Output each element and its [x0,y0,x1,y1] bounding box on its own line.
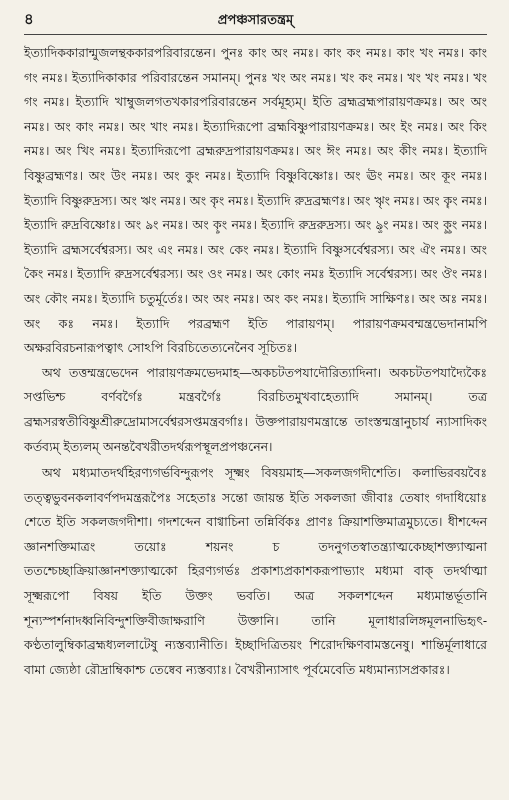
page-number: ৪ [24,10,34,28]
paragraph: অথ তত্তম্মন্ত্রভেদেন পারায়ণক্রমভেদমাহ—অকচটতপযাদৌরিত্যাদিনা। অকচটতপযাদ্যৈকৈঃ সপ্তভিশ্চ বর্ণবর্গৈঃ মন্ত্রবর্গৈঃ বিরচিতমুখবাহেত্যাদি সমানম্। তত্র ব্রহ্মসরস্বতীবিষ্ণুশ্রীরুদ্রোমাসর্বেশ্বরসপ্তমন্ত্রবর্গাঃ। উক্তপারায়ণমন্ত্রান্তে তাংস্তন্মন্ত্রানুচার্য ন্যাসাদিকং কর্তব্যম্ ইত্যলম্ অনন্তবৈখরীতদর্থরূপস্থূলপ্রপঞ্চনেন। [24,364,487,454]
paragraph: অথ মধ্যমাতদর্থহিরণ্যগর্ভবিন্দুরূপং সূক্ষ্মং বিষয়মাহ—সকলজগদীশেতি। কলাভিরবয়বৈঃ তত্ত্বভুবনকলাবর্ণপদমন্ত্ররূপৈঃ সহেতাঃ সন্তো জায়ন্ত ইতি সকলজা জীবাঃ তেষাং গদাধিয়োঃ শেতে ইতি সকলজগদীশা। গদশব্দেন বাগ্বাচিনা তন্নির্বিকঃ প্রাণঃ ক্রিয়াশক্তিমাত্রমুচ্যতে। ধীশব্দেন জ্ঞানশক্তিমাত্রং তয়োঃ শয়নং চ তদনুগতস্বাতন্ত্র্যাত্মকেচ্ছাশক্ত্যাত্মনা ততশ্চেচ্ছাক্রিয়াজ্ঞানশক্ত্যাত্মকো হিরণ্যগর্ভঃ প্রকাশ্যপ্রকাশকরূপাভ্যাং মধ্যমা বাক্ তদর্থাত্মা সূক্ষ্মরূপো বিষয় ইতি উক্তং ভবতি। অত্র সকলশব্দেন মধ্যমান্তর্ভূতানি শূন্যস্পর্শনাদধ্বনিবিন্দুশক্তিবীজাক্ষরাণি উক্তানি। তানি মূলাধারলিঙ্গমূলনাভিহৃৎ-কণ্ঠতালুম্বিকাব্রহ্মধ্যললাটেষু ন্যস্তব্যানীতি। ইচ্ছাদিত্রিতয়ং শিরোদক্ষিণবামস্তনেষু। শান্তির্মূলাধারে বামা জ্যেষ্ঠা রৌদ্রাম্বিকাশ্চ তেষ্বেব ন্যস্তব্যাঃ। বৈখরীন্যাসাৎ পূর্বমেবেতি মধ্যমান্যাসপ্রকারঃ। [24,465,487,677]
page-header [24,8,487,35]
paragraph: ইত্যাদিককারান্মুজলন্থককারপরিবারন্তেন। পুনঃ কাং অং নমঃ। কাং কং নমঃ। কাং খং নমঃ। কাং গং নমঃ। ইত্যাদিকাকার পরিবারন্তেন সমানম্। পুনঃ খং অং নমঃ। খং কং নমঃ। খং খং নমঃ। খং গং নমঃ। ইত্যাদি খাম্বুজলগতখকারপরিবারন্তেন সর্বমূহ্যম্। ইতি ব্রহ্মব্রহ্মপারায়ণক্রমঃ। অং অং নমঃ। অং কাং নমঃ। অং খাং নমঃ। ইত্যাদিরূপো ব্রহ্মবিষ্ণুপারায়ণক্রমঃ। অং ইং নমঃ। অং কিং নমঃ। অং খিং নমঃ। ইত্যাদিরূপো ব্রহ্মরুদ্রপারায়ণক্রমঃ। অং ঈং নমঃ। অং কীং নমঃ। ইত্যাদি বিষ্ণুব্রহ্মণঃ। অং উং নমঃ। অং কুং নমঃ। ইত্যাদি বিষ্ণুবিষ্ণোঃ। অং ঊং নমঃ। অং কূং নমঃ। ইত্যাদি বিষ্ণুরুদ্রস্য। অং ঋং নমঃ। অং কৃং নমঃ। ইত্যাদি রুদ্রব্রহ্মণঃ। অং ৠং নমঃ। অং কৄং নমঃ। ইত্যাদি রুদ্রবিষ্ণোঃ। অং ঌং নমঃ। অং কৢং নমঃ। ইত্যাদি রুদ্ররুদ্রস্য। অং ৡং নমঃ। অং কৣং নমঃ। ইত্যাদি ব্রহ্মসর্বেশ্বরস্য। অং এং নমঃ। অং কেং নমঃ। ইত্যাদি বিষ্ণুসর্বেশ্বরস্য। অং ঐং নমঃ। অং কৈং নমঃ। ইত্যাদি রুদ্রসর্বেশ্বরস্য। অং ওং নমঃ। অং কোং নমঃ ইত্যাদি সর্বেশ্বরস্য। অং ঔং নমঃ। অং কৌং নমঃ। ইত্যাদি চতুর্মূর্তেঃ। অং অং নমঃ। অং কং নমঃ। ইত্যাদি সাক্ষিণঃ। অং অঃ নমঃ। অং কঃ নমঃ। ইত্যাদি পরব্রহ্মণ ইতি পারায়ণম্। পারায়ণক্রমবম্মন্ত্রভেদানামপি অক্ষরবিরচনারূপত্বাৎ সোঽপি বিরচিতেত্যনেনৈব সূচিতঃ। [24,45,487,356]
page-body [24,41,487,682]
running-title: প্রপঞ্চসারতন্ত্রম্ [217,13,294,28]
